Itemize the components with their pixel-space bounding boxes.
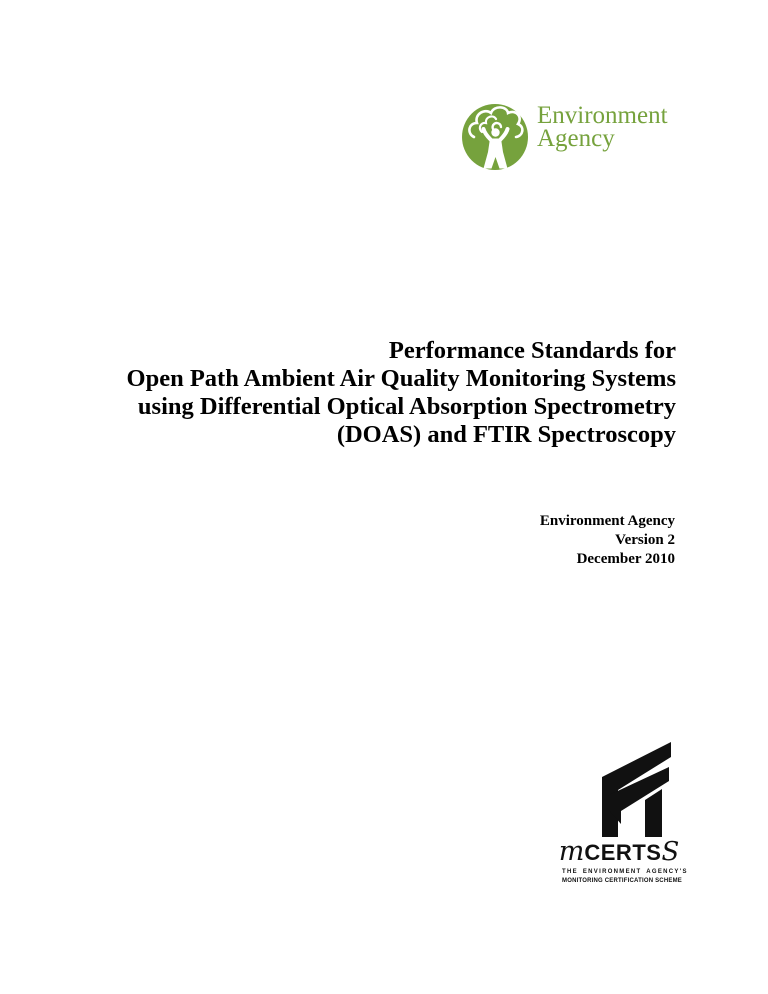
mcerts-double-tick-m-icon <box>585 740 677 838</box>
mcerts-tagline-line1: THE ENVIRONMENT AGENCY'S <box>562 869 688 875</box>
environment-agency-tree-person-icon <box>460 102 530 172</box>
mcerts-wordmark-certs: CERTS <box>584 840 662 865</box>
mcerts-wordmark <box>558 836 680 867</box>
title-line-3: using Differential Optical Absorption Spectrometry <box>137 393 676 420</box>
imprint-block <box>540 512 675 569</box>
document-title <box>127 337 676 449</box>
mcerts-wordmark-m: m <box>558 836 585 867</box>
title-line-2: Open Path Ambient Air Quality Monitoring Systems <box>126 365 676 392</box>
mcerts-logo <box>558 740 688 885</box>
imprint-organisation: Environment Agency <box>539 513 675 529</box>
environment-agency-logo <box>460 102 668 172</box>
mcerts-tagline <box>562 868 688 885</box>
ea-wordmark-line1: Environment <box>537 102 668 129</box>
environment-agency-wordmark <box>537 102 668 152</box>
mcerts-wordmark-s: S <box>661 837 680 867</box>
title-line-4: (DOAS) and FTIR Spectroscopy <box>336 421 676 448</box>
imprint-date: December 2010 <box>576 551 675 567</box>
imprint-version: Version 2 <box>615 532 675 548</box>
mcerts-tagline-line2: MONITORING CERTIFICATION SCHEME <box>562 877 682 884</box>
ea-wordmark-line2: Agency <box>537 124 615 152</box>
title-line-1: Performance Standards for <box>388 337 676 364</box>
